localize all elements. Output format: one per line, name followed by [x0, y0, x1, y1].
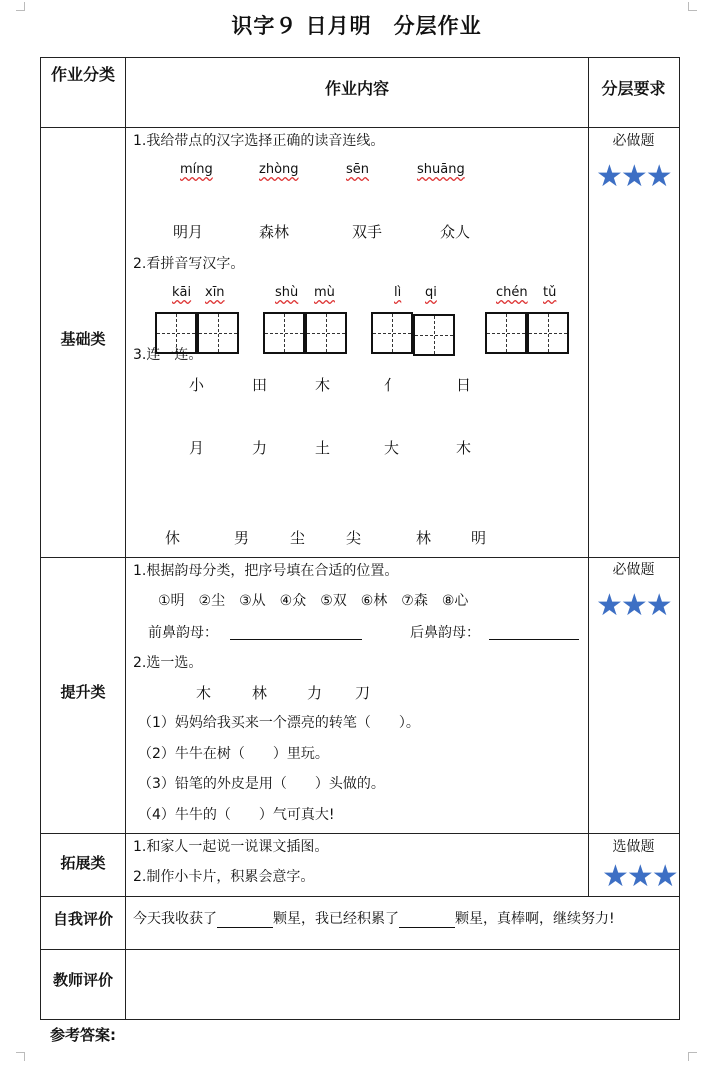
- requirement-advanced: 必做题: [612, 562, 655, 578]
- header-category: 作业分类: [50, 65, 115, 84]
- numbered-items: ①明 ②尘 ③从 ④众 ⑤双 ⑥林 ⑦森 ⑧心: [158, 593, 469, 609]
- page-title: 识字９ 日月明 分层作业: [231, 14, 482, 38]
- match-char-mid: 力: [252, 439, 268, 457]
- pinyin-syllable: tǔ: [543, 285, 557, 300]
- self-eval-part-2: 颗星，我已经积累了: [273, 911, 399, 927]
- pinyin-option: míng: [180, 162, 213, 177]
- row-label-extend: 拓展类: [60, 854, 106, 872]
- front-nasal-label: 前鼻韵母：: [148, 625, 218, 641]
- writing-grid-box[interactable]: [263, 312, 305, 354]
- match-char-bottom: 尘: [290, 529, 306, 547]
- match-char-bottom: 休: [165, 529, 181, 547]
- writing-grid-box[interactable]: [305, 312, 347, 354]
- requirement-extend: 选做题: [612, 839, 655, 855]
- self-evaluation-text: [133, 908, 615, 928]
- basic-q3-prompt: 3.连一连。: [133, 347, 203, 363]
- match-char-top: 田: [252, 376, 268, 394]
- header-requirement: 分层要求: [601, 79, 666, 98]
- star-rating-advanced: ★★★: [596, 588, 671, 623]
- writing-grid-box[interactable]: [485, 312, 527, 354]
- extend-line-1: 1.和家人一起说一说课文插图。: [133, 839, 329, 855]
- front-nasal-blank[interactable]: [230, 622, 362, 640]
- match-char-mid: 木: [456, 439, 472, 457]
- sentence-2: （2）牛牛在树（ ）里玩。: [138, 746, 329, 762]
- pinyin-syllable: chén: [496, 285, 528, 300]
- back-nasal-blank[interactable]: [489, 622, 579, 640]
- match-char-bottom: 林: [416, 529, 432, 547]
- answer-heading: 参考答案:: [50, 1026, 116, 1044]
- teacher-evaluation-area[interactable]: [127, 951, 677, 1017]
- advanced-q1-prompt: 1.根据韵母分类，把序号填在合适的位置。: [133, 563, 399, 579]
- back-nasal-label: 后鼻韵母：: [410, 625, 480, 641]
- match-char-mid: 大: [384, 439, 400, 457]
- pinyin-option: sēn: [346, 162, 370, 177]
- word-option: 明月: [173, 223, 204, 241]
- choice-option: 力: [307, 684, 323, 702]
- match-char-bottom: 尖: [346, 529, 362, 547]
- writing-grid-box[interactable]: [527, 312, 569, 354]
- basic-q2-prompt: 2.看拼音写汉字。: [133, 256, 245, 272]
- match-char-top: 亻: [384, 376, 400, 394]
- star-rating-extend: ★★★: [602, 859, 677, 894]
- sentence-3: （3）铅笔的外皮是用（ ）头做的。: [138, 776, 385, 792]
- pinyin-syllable: mù: [314, 285, 335, 300]
- sentence-4: （4）牛牛的（ ）气可真大!: [138, 807, 335, 823]
- row-label-basic: 基础类: [60, 330, 106, 348]
- stars-total-blank[interactable]: [399, 911, 455, 928]
- row-label-teacher: 教师评价: [52, 971, 113, 989]
- word-option: 森林: [259, 223, 290, 241]
- header-content: 作业内容: [324, 79, 389, 98]
- row-label-advanced: 提升类: [60, 683, 106, 701]
- crop-mark: [688, 1052, 697, 1061]
- writing-grid-box[interactable]: [197, 312, 239, 354]
- basic-q1-prompt: 1.我给带点的汉字选择正确的读音连线。: [133, 133, 385, 149]
- match-char-top: 木: [315, 376, 331, 394]
- pinyin-syllable: qi: [425, 285, 437, 300]
- word-option: 众人: [440, 223, 471, 241]
- pinyin-option: shuāng: [417, 162, 465, 177]
- extend-line-2: 2.制作小卡片，积累会意字。: [133, 869, 315, 885]
- match-char-top: 日: [456, 376, 472, 394]
- match-char-mid: 土: [315, 439, 331, 457]
- pinyin-syllable: kāi: [172, 285, 192, 300]
- match-char-mid: 月: [189, 439, 205, 457]
- writing-grid-box[interactable]: [413, 314, 455, 356]
- writing-grid-box[interactable]: [371, 312, 413, 354]
- match-char-bottom: 男: [234, 529, 250, 547]
- choice-option: 木: [196, 684, 212, 702]
- row-label-self: 自我评价: [52, 910, 113, 928]
- pinyin-option: zhòng: [259, 162, 299, 177]
- word-option: 双手: [352, 223, 383, 241]
- match-char-bottom: 明: [471, 529, 487, 547]
- advanced-q2-prompt: 2.选一选。: [133, 655, 203, 671]
- match-char-top: 小: [189, 376, 205, 394]
- crop-mark: [16, 1052, 25, 1061]
- pinyin-syllable: lì: [394, 285, 402, 300]
- self-eval-part-1: 今天我收获了: [133, 911, 217, 927]
- sentence-1: （1）妈妈给我买来一个漂亮的转笔（ ）。: [138, 715, 420, 731]
- requirement-basic: 必做题: [612, 133, 655, 149]
- pinyin-syllable: xīn: [205, 285, 225, 300]
- self-eval-part-3: 颗星，真棒啊，继续努力!: [455, 911, 615, 927]
- pinyin-syllable: shù: [275, 285, 299, 300]
- star-rating-basic: ★★★: [596, 159, 671, 194]
- stars-earned-blank[interactable]: [217, 911, 273, 928]
- choice-option: 林: [252, 684, 268, 702]
- choice-option: 刀: [355, 684, 371, 702]
